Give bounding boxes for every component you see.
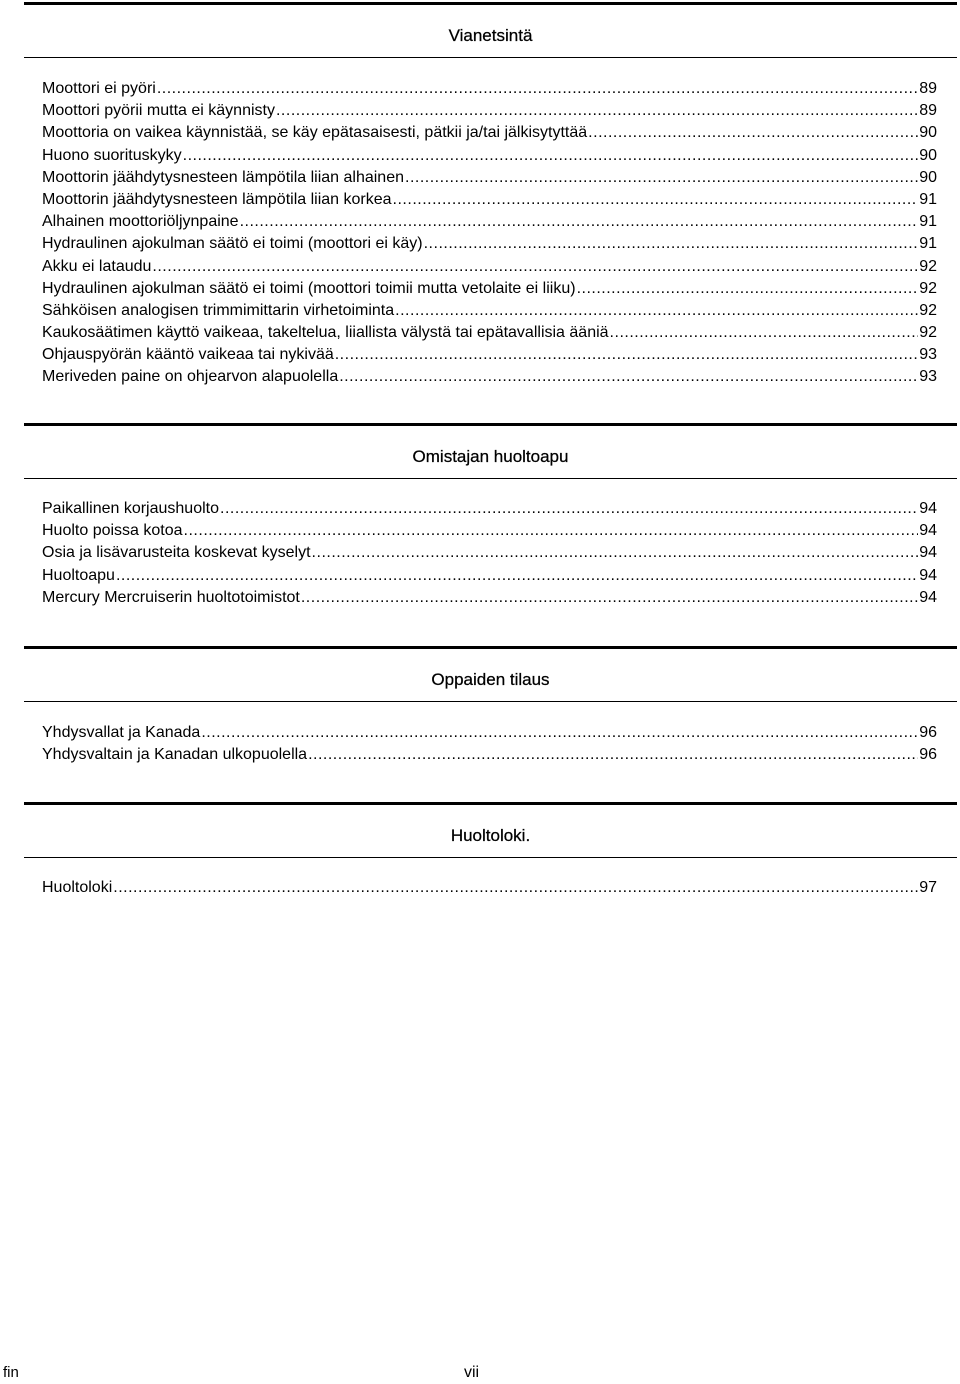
toc-entry-page: 94 bbox=[919, 544, 937, 562]
toc-entry-label: Moottori ei pyöri bbox=[42, 80, 156, 97]
toc-section-service-log bbox=[24, 802, 957, 896]
toc-section-manual-ordering bbox=[24, 646, 957, 764]
toc-entry-label: Moottorin jäähdytysnesteen lämpötila liian korkea bbox=[42, 190, 392, 208]
section-title-rule bbox=[24, 857, 957, 858]
toc-entry[interactable] bbox=[42, 877, 937, 899]
toc-entry[interactable] bbox=[42, 189, 937, 211]
dot-leader bbox=[116, 565, 918, 587]
toc-entry[interactable] bbox=[42, 344, 937, 366]
toc-entry[interactable] bbox=[42, 145, 937, 167]
toc-entry-page: 92 bbox=[919, 279, 937, 297]
toc-entry-label: Ohjauspyörän kääntö vaikeaa tai nykivää bbox=[42, 346, 334, 364]
toc-entry[interactable] bbox=[42, 722, 937, 744]
toc-entry-label: Sähköisen analogisen trimmimittarin virhetoiminta bbox=[42, 301, 395, 319]
toc-entry-page: 93 bbox=[919, 368, 937, 386]
toc-entry-label: Mercury Mercruiserin huoltotoimistot bbox=[42, 588, 300, 606]
dot-leader bbox=[276, 100, 918, 122]
dot-leader bbox=[240, 211, 919, 233]
dot-leader bbox=[577, 278, 919, 300]
toc-entry-page: 89 bbox=[919, 102, 937, 120]
toc-entry-page: 91 bbox=[919, 213, 937, 231]
toc-entry-label: Huoltoapu bbox=[42, 566, 115, 584]
footer-language: fin bbox=[3, 1364, 19, 1381]
dot-leader bbox=[201, 722, 918, 744]
toc-entry-page: 92 bbox=[919, 257, 937, 275]
toc-entry-label: Huolto poissa kotoa bbox=[42, 522, 183, 540]
toc-entry[interactable] bbox=[42, 122, 937, 144]
toc-entry-page: 94 bbox=[919, 522, 937, 540]
toc-entry[interactable] bbox=[42, 78, 937, 100]
toc-entry-label: Hydraulinen ajokulman säätö ei toimi (moottori toimii mutta vetolaite ei liiku) bbox=[42, 279, 576, 297]
toc-entry-label: Osia ja lisävarusteita koskevat kyselyt bbox=[42, 544, 311, 562]
toc-entry[interactable] bbox=[42, 587, 937, 609]
toc-entry[interactable] bbox=[42, 520, 937, 542]
dot-leader bbox=[113, 877, 918, 899]
toc-entry[interactable] bbox=[42, 100, 937, 122]
toc-entry-list bbox=[42, 498, 937, 609]
dot-leader bbox=[610, 322, 919, 344]
toc-entry[interactable] bbox=[42, 300, 937, 322]
toc-entry-label: Paikallinen korjaushuolto bbox=[42, 500, 219, 517]
toc-entry-page: 91 bbox=[919, 190, 937, 208]
dot-leader bbox=[393, 189, 919, 211]
dot-leader bbox=[183, 145, 919, 167]
dot-leader bbox=[312, 542, 919, 564]
toc-entry-list bbox=[42, 722, 937, 766]
section-title: Omistajan huoltoapu bbox=[412, 447, 569, 466]
toc-entry-list bbox=[42, 877, 937, 899]
toc-entry[interactable] bbox=[42, 278, 937, 300]
dot-leader bbox=[220, 498, 918, 520]
dot-leader bbox=[301, 587, 918, 609]
toc-entry-page: 96 bbox=[919, 724, 937, 741]
footer-page-number: vii bbox=[464, 1364, 480, 1381]
toc-entry-label: Moottorin jäähdytysnesteen lämpötila liian alhainen bbox=[42, 168, 404, 186]
toc-entry-label: Yhdysvaltain ja Kanadan ulkopuolella bbox=[42, 746, 308, 764]
dot-leader bbox=[395, 300, 918, 322]
toc-entry-label: Huoltoloki bbox=[42, 879, 113, 896]
section-title: Oppaiden tilaus bbox=[431, 670, 550, 689]
section-title-rule bbox=[24, 478, 957, 479]
toc-entry-label: Moottoria on vaikea käynnistää, se käy epätasaisesti, pätkii ja/tai jälkisytyttää bbox=[42, 124, 588, 142]
section-title: Vianetsintä bbox=[448, 26, 533, 45]
section-title-rule bbox=[24, 701, 957, 702]
dot-leader bbox=[339, 366, 918, 388]
toc-entry-page: 91 bbox=[919, 235, 937, 253]
toc-section-troubleshooting bbox=[24, 2, 957, 386]
toc-entry-page: 89 bbox=[919, 80, 937, 97]
toc-entry-page: 90 bbox=[919, 146, 937, 164]
dot-leader bbox=[405, 167, 918, 189]
toc-section-owner-service bbox=[24, 423, 957, 606]
toc-entry-label: Kaukosäätimen käyttö vaikeaa, takeltelua, liiallista välystä tai epätavallisia ääniä bbox=[42, 324, 609, 342]
dot-leader bbox=[152, 256, 918, 278]
toc-entry[interactable] bbox=[42, 233, 937, 255]
toc-entry-label: Huono suorituskyky bbox=[42, 146, 182, 164]
toc-entry-page: 97 bbox=[919, 879, 937, 896]
toc-entry[interactable] bbox=[42, 211, 937, 233]
toc-entry-page: 94 bbox=[919, 588, 937, 606]
toc-entry[interactable] bbox=[42, 366, 937, 388]
section-title-rule bbox=[24, 57, 957, 58]
toc-entry[interactable] bbox=[42, 167, 937, 189]
toc-entry-page: 90 bbox=[919, 168, 937, 186]
toc-entry-label: Yhdysvallat ja Kanada bbox=[42, 724, 201, 741]
toc-entry-page: 94 bbox=[919, 500, 937, 517]
toc-entry-list bbox=[42, 78, 937, 389]
toc-entry-label: Akku ei lataudu bbox=[42, 257, 152, 275]
toc-entry[interactable] bbox=[42, 322, 937, 344]
toc-entry-page: 90 bbox=[919, 124, 937, 142]
toc-entry-page: 93 bbox=[919, 346, 937, 364]
toc-entry-label: Alhainen moottoriöljynpaine bbox=[42, 213, 239, 231]
toc-entry-label: Meriveden paine on ohjearvon alapuolella bbox=[42, 368, 339, 386]
dot-leader bbox=[308, 744, 918, 766]
toc-entry-page: 96 bbox=[919, 746, 937, 764]
toc-entry[interactable] bbox=[42, 744, 937, 766]
dot-leader bbox=[424, 233, 919, 255]
section-title: Huoltoloki. bbox=[450, 826, 531, 845]
dot-leader bbox=[335, 344, 918, 366]
toc-entry[interactable] bbox=[42, 256, 937, 278]
dot-leader bbox=[184, 520, 919, 542]
toc-entry-page: 92 bbox=[919, 324, 937, 342]
toc-entry[interactable] bbox=[42, 498, 937, 520]
dot-leader bbox=[588, 122, 918, 144]
toc-entry[interactable] bbox=[42, 542, 937, 564]
toc-entry-page: 94 bbox=[919, 566, 937, 584]
toc-entry-label: Hydraulinen ajokulman säätö ei toimi (moottori ei käy) bbox=[42, 235, 423, 253]
toc-entry[interactable] bbox=[42, 565, 937, 587]
dot-leader bbox=[157, 78, 918, 100]
toc-entry-label: Moottori pyörii mutta ei käynnisty bbox=[42, 102, 275, 120]
toc-entry-page: 92 bbox=[919, 301, 937, 319]
